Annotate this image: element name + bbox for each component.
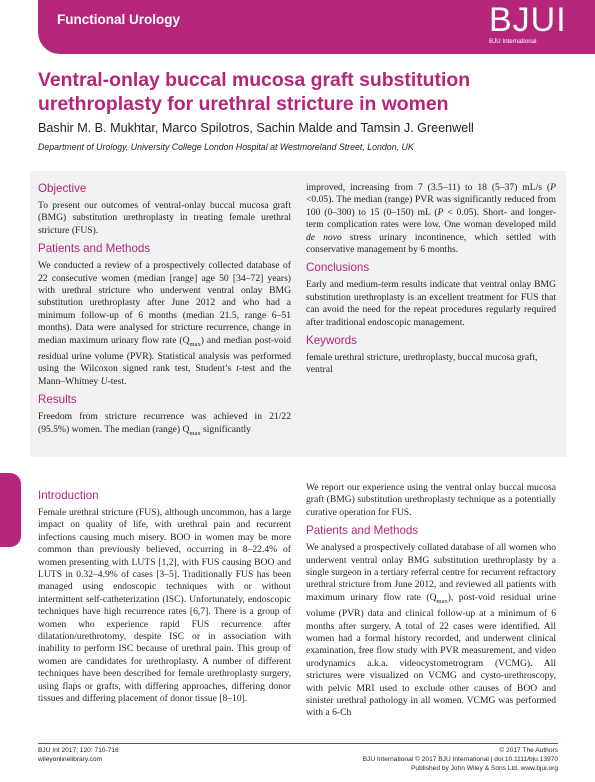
results-text: Freedom from stricture recurrence was achieved in 21/22 (95.5%) women. The median (range) $Q_{max}$ significantly	[38, 411, 291, 437]
logo-subtitle: BJU International	[489, 38, 537, 45]
introduction-text: Female urethral stricture (FUS), although uncommon, has a large impact on quality of life, with urethral pain and recurrent infections causing much misery. BOO in women may be more common than previously believed, occurring in 8–22.4% of women presenting with LUTS [1,2], with FUS causing BOO and LUTS in 0.32–4.9% of cases [3–5]. Traditionally FUS has been managed using endoscopic techniques with or without intermittent self-catheterization (ISC). Unfortunately, endoscopic techniques have high recurrence rates [6,7]. There is a group of women who experience rapid FUS recurrence after dilatation/urethrotomy, despite ISC or in association with inability to perform ISC because of urethral pain. This group of women are candidates for urethroplasty. A number of different techniques have been described for female urethroplasty surgery, using flaps or grafts, with differing approaches, differing donor tissues and differing placement of donor tissue [8–10].	[38, 507, 291, 705]
abstract-left-column	[38, 182, 291, 440]
abstract-right-column	[306, 182, 556, 377]
footer-right	[363, 746, 558, 773]
keywords-text: female urethral stricture, urethroplasty, buccal mucosa graft, ventral	[306, 352, 538, 376]
side-tab	[0, 473, 21, 547]
patients-methods-heading: Patients and Methods	[306, 524, 419, 538]
citation: BJU Int 2017; 120: 710-716	[38, 747, 119, 754]
methods-heading: Patients and Methods	[38, 242, 151, 256]
methods-text: We conducted a review of a prospectively collected database of 22 consecutive women (median [range] age 50 [34–72] years) with urethral stricture who underwent ventral onlay BMG substitution urethroplasty after June 2012 and who had a minimum follow-up of 6 months (median 21.5, range 6–51 months). Data were analysed for stricture recurrence, change in median maximum urinary flow rate $(Q_{max})$ and median post-void residual urine volume (PVR). Statistical analysis was performed using the Wilcoxon signed rank test, Student’s t-test and the Mann–Whitney U-test.	[38, 260, 291, 387]
objective-heading: Objective	[38, 182, 87, 195]
copyright-doi: BJU International © 2017 BJU International | doi:10.1111/bju.13970	[362, 756, 558, 763]
footer-left	[38, 746, 119, 764]
website-link[interactable]: wileyonlinelibrary.com	[38, 756, 103, 763]
conclusions-heading: Conclusions	[306, 261, 370, 275]
introduction-heading: Introduction	[38, 489, 99, 502]
publisher: Published by John Wiley & Sons Ltd. www.bjui.org	[411, 765, 558, 772]
results-continued: improved, increasing from 7 (3.5–11) to 18 (5–37) mL/s (P <0.05). The median (range) PVR was significantly reduced from 100 (0–300) to 15 (0–150) mL (P < 0.05). Short- and longer-term complication rates were low. One woman developed mild de novo stress urinary incontinence, which settled with conservative management by 6 months.	[306, 182, 556, 256]
article-title: Ventral-onlay buccal mucosa graft substitution urethroplasty for urethral stricture in women	[38, 69, 471, 115]
results-heading: Results	[38, 393, 77, 407]
section-label: Functional Urology	[57, 12, 180, 27]
introduction-continued: We report our experience using the ventral onlay buccal mucosa graft (BMG) substitution urethroplasty technique as a potentially curative operation for FUS.	[306, 482, 556, 518]
footer-rule	[38, 743, 558, 744]
logo-mark: BJUI	[489, 1, 567, 39]
bjui-logo	[489, 1, 567, 47]
patients-methods-text: We analysed a prospectively collated database of all women who underwent ventral onlay BMG substitution urethroplasty by a single surgeon in a tertiary referral centre for recurrent refractory urethral stricture from June 2012, and reviewed all patients with maximum urinary flow rate $(Q_{max})$, post-void residual urine volume (PVR) data and clinical follow-up at a minimum of 6 months after surgery. A total of 22 cases were identified. All women had a formal history recorded, and underwent clinical examination, free flow study with PVR measurement, and video urodynamics a.k.a. videocystometrogram (VCMG). All strictures were visualized on VCMG and cysto-urethroscopy, with pelvic MRI used to exclude other causes of BOO and sinister urethral pathology in all women. VCMG was performed with a 6-Ch	[306, 542, 556, 719]
body-left-column	[38, 489, 291, 706]
conclusions-text: Early and medium-term results indicate that ventral onlay BMG substitution urethroplasty is an excellent treatment for FUS that can avoid the need for the repeat procedures regularly required after traditional endoscopic management.	[306, 279, 556, 328]
keywords-heading: Keywords	[306, 334, 357, 348]
body-right-column	[306, 482, 556, 720]
objective-text: To present our outcomes of ventral-onlay buccal mucosa graft (BMG) substitution urethroplasty in treating female urethral stricture (FUS).	[38, 200, 291, 236]
affiliation: Department of Urology, University College London Hospital at Westmoreland Street, London, UK	[38, 142, 414, 152]
author-list: Bashir M. B. Mukhtar, Marco Spilotros, Sachin Malde and Tamsin J. Greenwell	[38, 121, 474, 135]
copyright-authors: © 2017 The Authors	[499, 747, 558, 754]
